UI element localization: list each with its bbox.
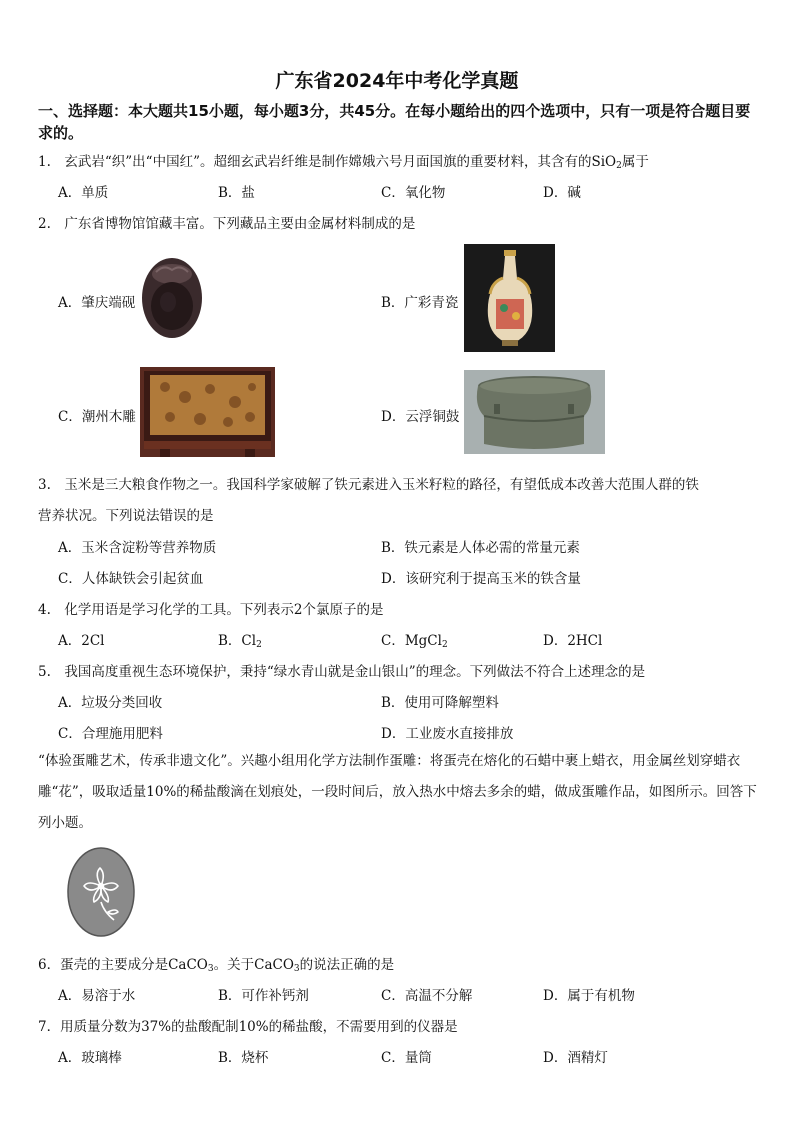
q3-option-c: C．人体缺铁会引起贫血 (58, 571, 204, 587)
q6-option-b: B．可作补钙剂 (218, 988, 309, 1004)
q6-option-d: D．属于有机物 (543, 988, 635, 1004)
question-3-stem-line2: 营养状况。下列说法错误的是 (38, 508, 214, 524)
q2-option-b: B．广彩青瓷 (381, 295, 459, 311)
q5-option-a: A．垃圾分类回收 (58, 695, 163, 711)
q6-option-c: C．高温不分解 (381, 988, 473, 1004)
inkstone-image (140, 252, 204, 340)
q4-option-b: B．$Cl_2$ (218, 633, 262, 650)
q3-option-b: B．铁元素是人体必需的常量元素 (381, 540, 580, 556)
page-title: 广东省2024年中考化学真题 (275, 70, 519, 92)
question-1-stem: 1. 玄武岩“织”出“中国红”。超细玄武岩纤维是制作嫦娥六号月面国旗的重要材料，其含有的SiO$_2$属于 (38, 154, 649, 171)
q4-option-a: A．2Cl (58, 633, 105, 649)
question-3-stem-line1: 3. 玉米是三大粮食作物之一。我国科学家破解了铁元素进入玉米籽粒的路径，有望低成本改善大范围人群的铁 (38, 477, 699, 493)
q6-option-a: A．易溶于水 (58, 988, 136, 1004)
q1-option-c: C．氧化物 (381, 185, 446, 201)
q4-option-c: C．MgCl$_2$ (381, 633, 448, 650)
question-4-stem: 4. 化学用语是学习化学的工具。下列表示2个氯原子的是 (38, 602, 384, 618)
q7-option-a: A．玻璃棒 (58, 1050, 122, 1066)
q1-option-d: D．碱 (543, 185, 581, 201)
q7-option-c: C．量筒 (381, 1050, 432, 1066)
section-heading: 一、选择题：本大题共15小题，每小题3分，共45分。在每小题给出的四个选项中，只有一项是符合题目要求的。 (38, 102, 751, 142)
bronze-drum-image (464, 370, 605, 454)
q1-option-a: A．单质 (58, 185, 109, 201)
question-7-stem: 7．用质量分数为37%的盐酸配制10%的稀盐酸，不需要用到的仪器是 (38, 1019, 458, 1035)
q4-option-d: D．2HCl (543, 633, 603, 649)
q5-option-b: B．使用可降解塑料 (381, 695, 499, 711)
q3-option-d: D．该研究利于提高玉米的铁含量 (381, 571, 581, 587)
q7-option-b: B．烧杯 (218, 1050, 269, 1066)
q5-option-c: C．合理施用肥料 (58, 726, 163, 742)
q1-option-b: B．盐 (218, 185, 255, 201)
q7-option-d: D．酒精灯 (543, 1050, 608, 1066)
wood-carving-image (140, 367, 275, 457)
q3-option-a: A．玉米含淀粉等营养物质 (58, 540, 217, 556)
q2-option-a: A．肇庆端砚 (58, 295, 136, 311)
question-5-stem: 5. 我国高度重视生态环境保护，秉持“绿水青山就是金山银山”的理念。下列做法不符合上述理念的是 (38, 664, 646, 680)
egg-carving-image (66, 846, 136, 938)
q2-option-c: C．潮州木雕 (58, 409, 136, 425)
porcelain-vase-image (464, 244, 555, 352)
q5-option-d: D．工业废水直接排放 (381, 726, 514, 742)
q2-option-d: D．云浮铜鼓 (381, 409, 460, 425)
question-6-stem: 6．蛋壳的主要成分是CaCO$_3$。关于CaCO$_3$的说法正确的是 (38, 957, 395, 974)
reading-passage: “体验蛋雕艺术，传承非遗文化”。兴趣小组用化学方法制作蛋雕：将蛋壳在熔化的石蜡中裹上蜡衣，用金属丝划穿蜡衣雕“花”，吸取适量10%的稀盐酸滴在划痕处，一段时间后，放入热水中熔去多余的蜡，做成蛋雕作品，如图所示。回答下列小题。 (38, 753, 757, 831)
question-2-stem: 2. 广东省博物馆馆藏丰富。下列藏品主要由金属材料制成的是 (38, 216, 416, 232)
